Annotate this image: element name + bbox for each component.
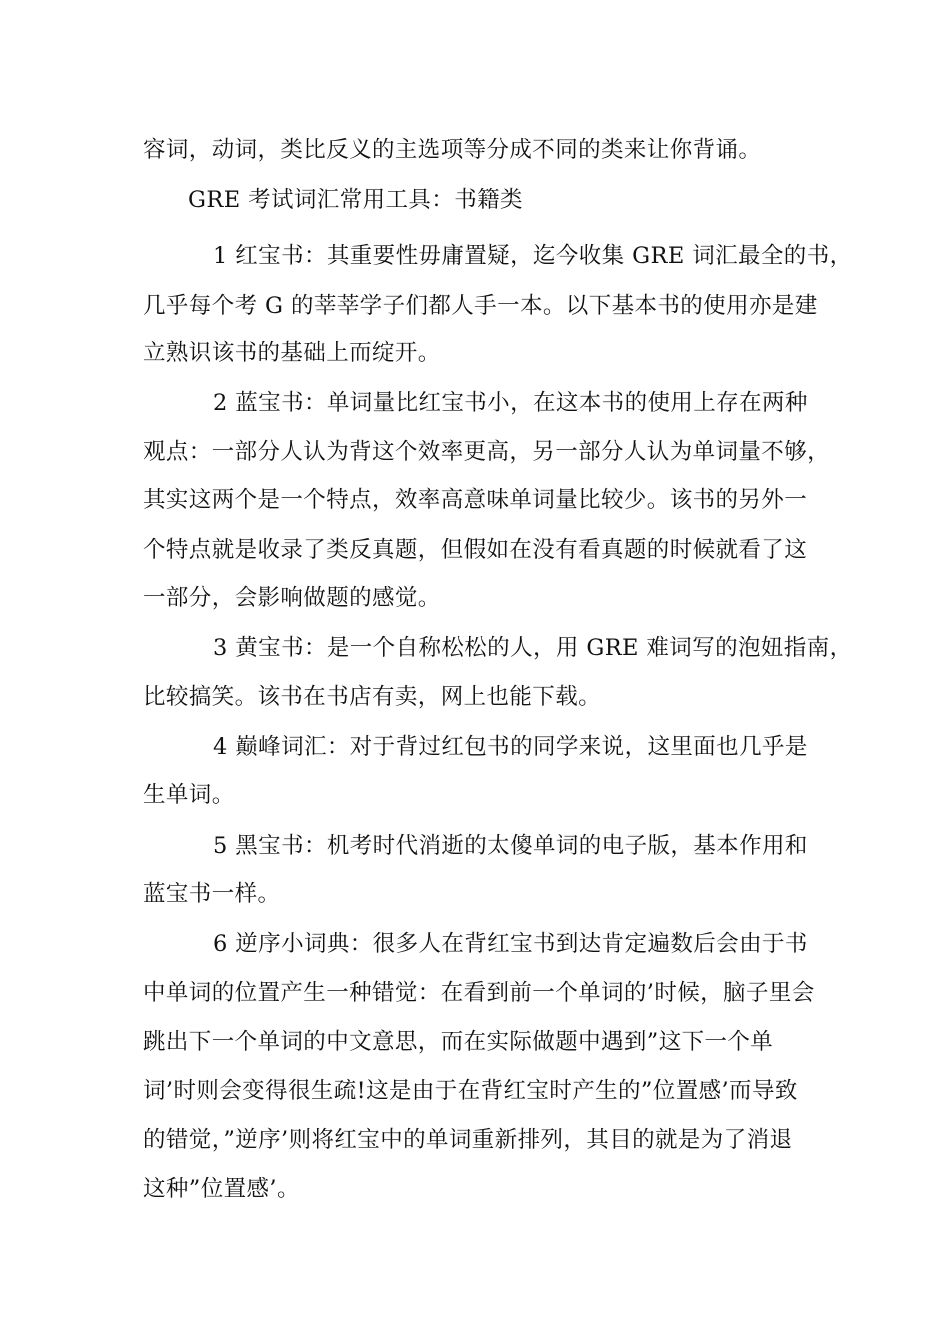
text-line: 生单词。	[143, 782, 235, 808]
text-line: 一部分，会影响做题的感觉。	[143, 585, 441, 611]
text-line: 几乎每个考 G 的莘莘学子们都人手一本。以下基本书的使用亦是建	[143, 293, 818, 319]
text-line: 观点：一部分人认为背这个效率更高，另一部分人认为单词量不够，	[143, 439, 831, 465]
text-line: 这种”位置感’。	[143, 1176, 300, 1202]
text-line: 其实这两个是一个特点，效率高意味单词量比较少。该书的另外一	[143, 487, 808, 513]
text-line: 2 蓝宝书：单词量比红宝书小，在这本书的使用上存在两种	[213, 390, 808, 416]
text-line: 的错觉，”逆序’则将红宝中的单词重新排列，其目的就是为了消退	[143, 1127, 793, 1153]
text-line: 跳出下一个单词的中文意思，而在实际做题中遇到”这下一个单	[143, 1029, 774, 1055]
text-line: 词’时则会变得很生疏!这是由于在背红宝时产生的”位置感’而导致	[143, 1078, 798, 1104]
text-line: 5 黑宝书：机考时代消逝的太傻单词的电子版，基本作用和	[213, 833, 808, 859]
text-line: 1 红宝书：其重要性毋庸置疑，迄今收集 GRE 词汇最全的书，	[213, 243, 853, 269]
text-line: 4 巅峰词汇：对于背过红包书的同学来说，这里面也几乎是	[213, 734, 808, 760]
text-line: 蓝宝书一样。	[143, 881, 281, 907]
text-line: 立熟识该书的基础上而绽开。	[143, 340, 441, 366]
text-line: 个特点就是收录了类反真题，但假如在没有看真题的时候就看了这	[143, 537, 808, 563]
section-heading: GRE 考试词汇常用工具：书籍类	[188, 187, 523, 213]
text-line: 容词，动词，类比反义的主选项等分成不同的类来让你背诵。	[143, 137, 762, 163]
text-line: 3 黄宝书：是一个自称松松的人，用 GRE 难词写的泡妞指南，	[213, 635, 853, 661]
text-line: 6 逆序小词典：很多人在背红宝书到达肯定遍数后会由于书	[213, 931, 808, 957]
text-line: 比较搞笑。该书在书店有卖，网上也能下载。	[143, 684, 602, 710]
text-line: 中单词的位置产生一种错觉：在看到前一个单词的’时候，脑子里会	[143, 980, 815, 1006]
